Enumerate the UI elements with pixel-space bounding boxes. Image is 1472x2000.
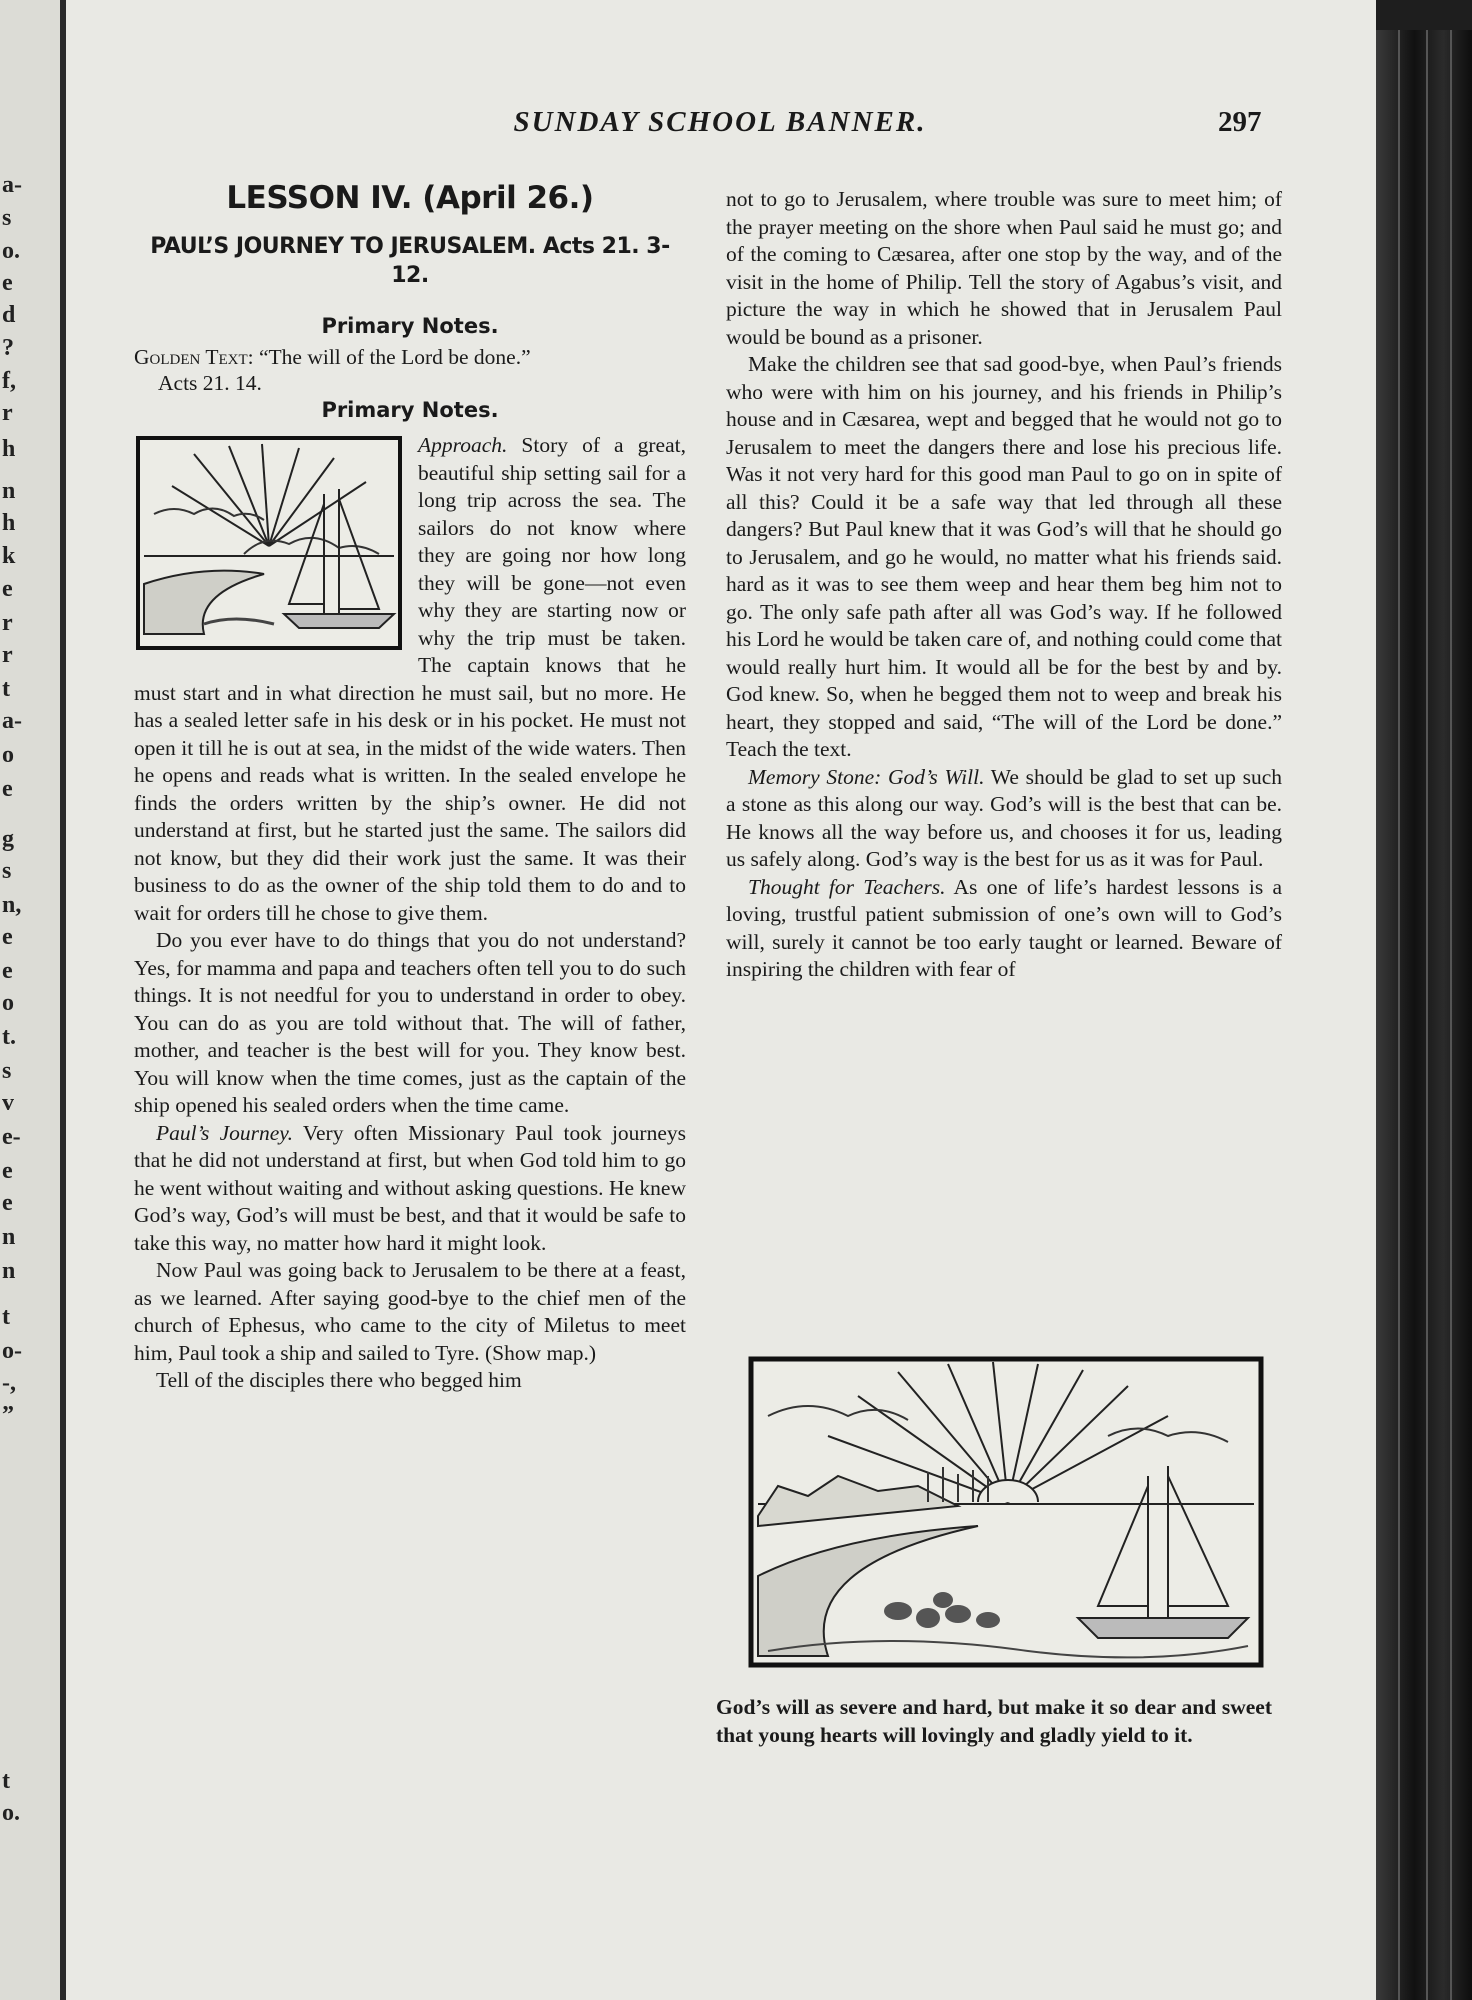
- left-column: [134, 178, 686, 1395]
- journey-label: Paul’s Journey.: [156, 1120, 294, 1145]
- previous-page-fragment: n: [2, 1224, 16, 1250]
- closing-text: God’s will as severe and hard, but make it so dear and sweet that young hearts will lovingly and gladly yield to it.: [716, 1695, 1272, 1747]
- previous-page-fragment: -,: [2, 1370, 16, 1396]
- paragraph-tyre: Now Paul was going back to Jerusalem to be there at a feast, as we learned. After saying good-bye to the chief men of the church of Ephesus, who came to the city of Miletus to meet him, Paul took a ship and sailed to Tyre. (Show map.): [134, 1258, 686, 1365]
- previous-page-fragment: o.: [2, 1800, 20, 1826]
- previous-page-fragment: ?: [2, 335, 14, 361]
- previous-page-fragment: e: [2, 1158, 13, 1184]
- previous-page-fragment: e-: [2, 1124, 21, 1150]
- thought-for-teachers-label: Thought for Teachers.: [748, 874, 946, 899]
- closing-paragraph: [716, 1694, 1272, 1749]
- previous-page-fragment: ”: [2, 1402, 14, 1428]
- previous-page-fragment: d: [2, 302, 16, 328]
- previous-page-fragment: e: [2, 924, 13, 950]
- thought-for-teachers-text: As one of life’s hardest lessons is a loving, trustful patient submission of one’s own will to God’s will, surely it cannot be too early taught or learned. Beware of inspiring the children with fear of: [726, 874, 1282, 981]
- previous-page-fragment: a-: [2, 708, 22, 734]
- previous-page-fragment: k: [2, 543, 16, 569]
- memory-stone-text: We should be glad to set up such a stone as this along our way. God’s will is the best that can be. He knows all the way before us, and chooses it for us, leading us safely along. God’s way is the best for us as it was for Paul.: [726, 764, 1282, 871]
- previous-page-fragment: e: [2, 958, 13, 984]
- previous-page-fragment: e: [2, 776, 13, 802]
- page-number: 297: [1218, 106, 1262, 138]
- lesson-subtitle: PAUL’S JOURNEY TO JERUSALEM. Acts 21. 3-12.: [150, 234, 670, 288]
- previous-page-fragment: e: [2, 1190, 13, 1216]
- previous-page-fragment: g: [2, 826, 14, 852]
- previous-page-fragment: h: [2, 436, 16, 462]
- previous-page-fragment: n,: [2, 892, 22, 918]
- golden-text-quote: : “The will of the Lord be done.”: [247, 345, 531, 369]
- paragraph-continued: not to go to Jerusalem, where trouble was sure to meet him; of the prayer meeting on the shore when Paul said he must go; and of the coming to Cæsarea, after one stop by the way, and of the visit in the home of Philip. Tell the story of Agabus’s visit, and picture the way in which he showed that in Jerusalem Paul would be bound as a prisoner.: [726, 187, 1282, 349]
- previous-page-fragment: s: [2, 1058, 12, 1084]
- previous-page-fragment: o.: [2, 238, 20, 264]
- primary-notes-heading: Primary Notes.: [321, 314, 499, 338]
- previous-page-fragment: t: [2, 1768, 10, 1794]
- previous-page-fragment: o: [2, 742, 14, 768]
- harbor-farewell-illustration: [748, 1356, 1264, 1668]
- previous-page-fragment: s: [2, 205, 12, 231]
- memory-stone-label: Memory Stone: God’s Will.: [748, 764, 985, 789]
- previous-page-fragment: h: [2, 510, 16, 536]
- journey-text: Very often Missionary Paul took journeys that he did not understand at first, but when God told him to go he went without waiting and without asking questions. He knew God’s way, God’s will must be best, and that it would be safe to take this way, no matter how hard it might look.: [134, 1120, 687, 1255]
- previous-page-fragment: r: [2, 400, 13, 426]
- previous-page-fragment: s: [2, 858, 12, 884]
- approach-text: Story of a great, beautiful ship setting sail for a long trip across the sea. The sailors do not know where they are going nor how long they will be gone—not even why they are starting now or why the trip must be taken. The captain knows that he must start and in what direction he must sail, but no more. He has a sealed letter safe in his desk or in his pocket. He must not open it till he is out at sea, in the midst of the wide waters. Then he opens and reads what is written. In the sealed envelope he finds the orders written by the ship’s owner. He did not understand at first, but he started just the same. The sailors did not know, but they did their work just the same. It was their business to do as the owner of the ship told them to do and to wait for orders till he chose to give them.: [134, 433, 686, 925]
- paragraph-goodbye: Make the children see that sad good-bye, when Paul’s friends who were with him on his journey, and his friends in Philip’s house and in Cæsarea, wept and begged that he would not go to Jerusalem to meet the dangers there and lose his precious life. Was it not very hard for this good man Paul to go on in spite of all this? Could it be a safe way that led through all these dangers? But Paul knew that it was God’s will that he should go to Jerusalem, and go he would, no matter what his friends said. hard as it was to see them weep and hear them beg him not to go. The only safe path after all was God’s way. If he followed his Lord he would be taken care of, and nothing could come that would really hurt him. It would all be for the best by and by. God knew. So, when he begged them not to weep and break his heart, they stopped and said, “The will of the Lord be done.” Teach the text.: [726, 352, 1282, 761]
- paragraph-obey: Do you ever have to do things that you do not understand? Yes, for mamma and papa and teachers often tell you to do such things. It is not needful for you to understand in order to obey. You can do as you are told without that. The will of father, mother, and teacher is the best will for you. They know best. You will know when the time comes, just as the captain of the ship opened his sealed orders when the time came.: [134, 928, 686, 1117]
- primary-notes-heading-2: Primary Notes.: [321, 398, 499, 422]
- previous-page-fragment: a-: [2, 172, 22, 198]
- book-spine: [1376, 30, 1472, 2000]
- previous-page-fragment: o: [2, 990, 14, 1016]
- previous-page-fragment: e: [2, 270, 13, 296]
- golden-text-reference: Acts 21. 14.: [158, 371, 262, 395]
- previous-page-fragment: o-: [2, 1338, 22, 1364]
- previous-page-fragment: f,: [2, 368, 16, 394]
- running-head: SUNDAY SCHOOL BANNER.: [513, 106, 927, 138]
- ship-sunrise-illustration: [134, 434, 404, 652]
- approach-label: Approach.: [418, 433, 508, 457]
- previous-page-fragment: n: [2, 478, 16, 504]
- previous-page-fragment: r: [2, 642, 13, 668]
- journey-paragraph: [134, 1120, 686, 1258]
- previous-page-fragment: v: [2, 1090, 14, 1116]
- previous-page-edge: [0, 0, 66, 2000]
- previous-page-fragment: t: [2, 1304, 10, 1330]
- thought-for-teachers-paragraph: [726, 874, 1282, 984]
- previous-page-fragment: e: [2, 576, 13, 602]
- previous-page-fragment: t: [2, 676, 10, 702]
- previous-page-fragment: r: [2, 610, 13, 636]
- previous-page-fragment: n: [2, 1258, 16, 1284]
- lesson-title: LESSON IV. (April 26.): [226, 180, 594, 216]
- right-column: [726, 186, 1282, 984]
- golden-text: [134, 344, 686, 396]
- previous-page-fragment: t.: [2, 1024, 16, 1050]
- memory-stone-paragraph: [726, 764, 1282, 874]
- paragraph-disciples: Tell of the disciples there who begged him: [156, 1368, 522, 1392]
- golden-text-label: Golden Text: [134, 345, 248, 369]
